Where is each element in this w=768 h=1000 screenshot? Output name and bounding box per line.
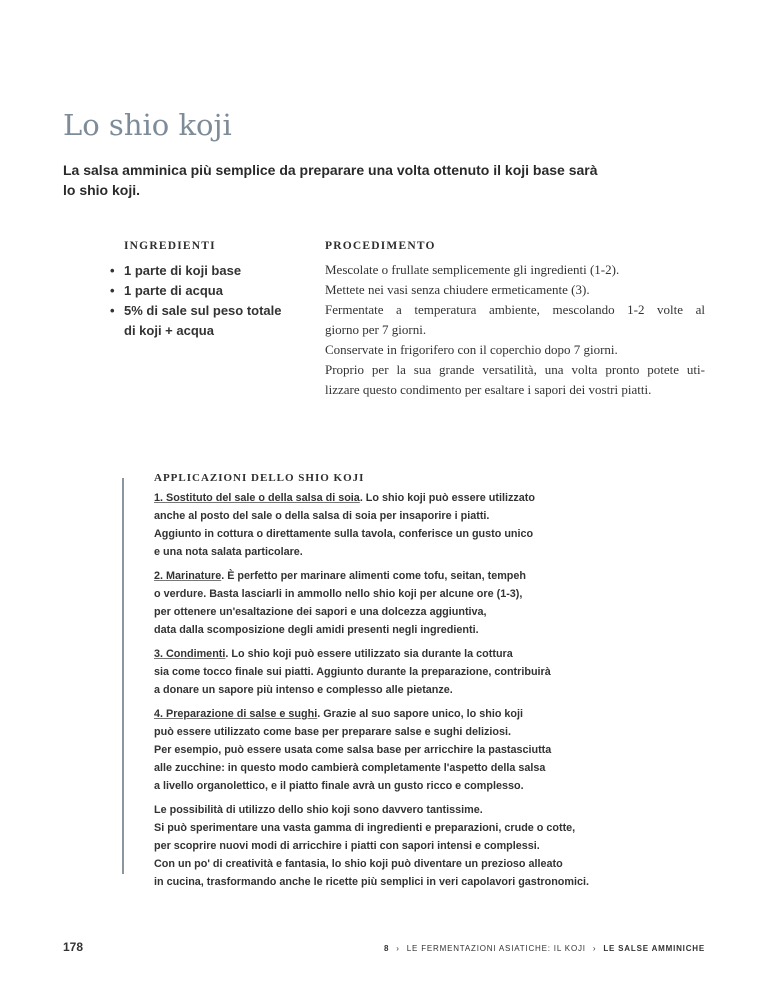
procedure-line: Mettete nei vasi senza chiudere ermeticamente (3).: [325, 282, 590, 297]
bullet-icon: •: [110, 263, 115, 278]
procedure-line: giorno per 7 giorni.: [325, 322, 427, 337]
application-line: . Lo shio koji può essere utilizzato: [359, 492, 535, 504]
ingredients-list: [110, 261, 310, 341]
closing-line: Con un po' di creatività e fantasia, lo shio koji può diventare un prezioso alleato: [154, 858, 563, 870]
chevron-right-icon: ›: [396, 944, 400, 953]
ingredient-item: [110, 281, 310, 301]
bullet-icon: •: [110, 283, 115, 298]
page-title: Lo shio koji: [63, 108, 232, 142]
application-line: . È perfetto per marinare alimenti come tofu, seitan, tempeh: [221, 570, 526, 582]
application-item: [154, 567, 624, 639]
closing-line: in cucina, trasformando anche le ricette più semplici in veri capolavori gastronomici.: [154, 876, 590, 888]
application-line: o verdure. Basta lasciarli in ammollo nello shio koji per alcune ore (1-3),: [154, 588, 523, 600]
application-line: data dalla scomposizione degli amidi presenti negli ingredienti.: [154, 624, 479, 636]
chapter-title: LE FERMENTAZIONI ASIATICHE: IL KOJI: [406, 944, 586, 953]
ingredient-item: [110, 261, 310, 281]
applications-closing: [154, 801, 624, 891]
intro-line: La salsa amminica più semplice da preparare una volta ottenuto il koji base sarà: [63, 162, 598, 178]
application-label: 4. Preparazione di salse e sughi: [154, 708, 318, 720]
ingredient-text: 1 parte di koji base: [124, 263, 242, 278]
procedure-line: Proprio per la sua grande versatilità, una volta pronto potete uti-: [325, 362, 705, 377]
procedure-line: lizzare questo condimento per esaltare i sapori dei vostri piatti.: [325, 382, 652, 397]
closing-line: per scoprire nuovi modi di arricchire i piatti con sapori intensi e complessi.: [154, 840, 540, 852]
application-line: per ottenere un'esaltazione dei sapori e una dolcezza aggiuntiva,: [154, 606, 487, 618]
application-label: 1. Sostituto del sale o della salsa di soia: [154, 492, 360, 504]
application-item: [154, 705, 624, 795]
procedure-line: Mescolate o frullate semplicemente gli ingredienti (1-2).: [325, 262, 620, 277]
chapter-number: 8: [384, 944, 390, 953]
intro-text: [63, 160, 623, 200]
procedure-heading: PROCEDIMENTO: [325, 240, 436, 252]
applications-box: [154, 472, 624, 897]
ingredients-section: [110, 240, 310, 341]
application-line: alle zucchine: in questo modo cambierà completamente l'aspetto della salsa: [154, 762, 546, 774]
procedure-line: Conservate in frigorifero con il coperchio dopo 7 giorni.: [325, 342, 618, 357]
application-item: [154, 645, 624, 699]
application-label: 3. Condimenti: [154, 648, 226, 660]
application-line: Per esempio, può essere usata come salsa base per arricchire la pastasciutta: [154, 744, 552, 756]
procedure-section: [325, 240, 705, 400]
application-line: può essere utilizzato come base per preparare salse e sughi deliziosi.: [154, 726, 512, 738]
closing-line: Si può sperimentare una vasta gamma di ingredienti e preparazioni, crude o cotte,: [154, 822, 576, 834]
applications-side-bar: [122, 478, 124, 874]
ingredient-item: [110, 301, 310, 341]
ingredient-text: 5% di sale sul peso totale: [124, 303, 282, 318]
section-title: LE SALSE AMMINICHE: [603, 944, 705, 953]
chevron-right-icon: ›: [592, 944, 597, 953]
application-line: a livello organolettico, e il piatto finale avrà un gusto ricco e complesso.: [154, 780, 524, 792]
application-line: Aggiunto in cottura o direttamente sulla tavola, conferisce un gusto unico: [154, 528, 534, 540]
page-number: 178: [63, 940, 84, 954]
procedure-line: Fermentate a temperatura ambiente, mescolando 1-2 volte al: [325, 302, 705, 317]
ingredient-text: 1 parte di acqua: [124, 283, 223, 298]
running-footer: [384, 944, 705, 953]
ingredients-heading: INGREDIENTI: [124, 240, 216, 252]
bullet-icon: •: [110, 303, 115, 318]
application-line: anche al posto del sale o della salsa di soia per insaporire i piatti.: [154, 510, 490, 522]
closing-line: Le possibilità di utilizzo dello shio koji sono davvero tantissime.: [154, 804, 483, 816]
application-line: sia come tocco finale sui piatti. Aggiunto durante la preparazione, contribuirà: [154, 666, 551, 678]
intro-line: lo shio koji.: [63, 182, 141, 198]
applications-heading: APPLICAZIONI DELLO SHIO KOJI: [154, 472, 365, 484]
application-line: . Grazie al suo sapore unico, lo shio koji: [317, 708, 524, 720]
application-line: e una nota salata particolare.: [154, 546, 303, 558]
procedure-text: [325, 260, 705, 400]
application-line: . Lo shio koji può essere utilizzato sia durante la cottura: [225, 648, 513, 660]
ingredient-text: di koji + acqua: [124, 323, 214, 338]
application-label: 2. Marinature: [154, 570, 222, 582]
application-item: [154, 489, 624, 561]
application-line: a donare un sapore più intenso e complesso alle pietanze.: [154, 684, 453, 696]
